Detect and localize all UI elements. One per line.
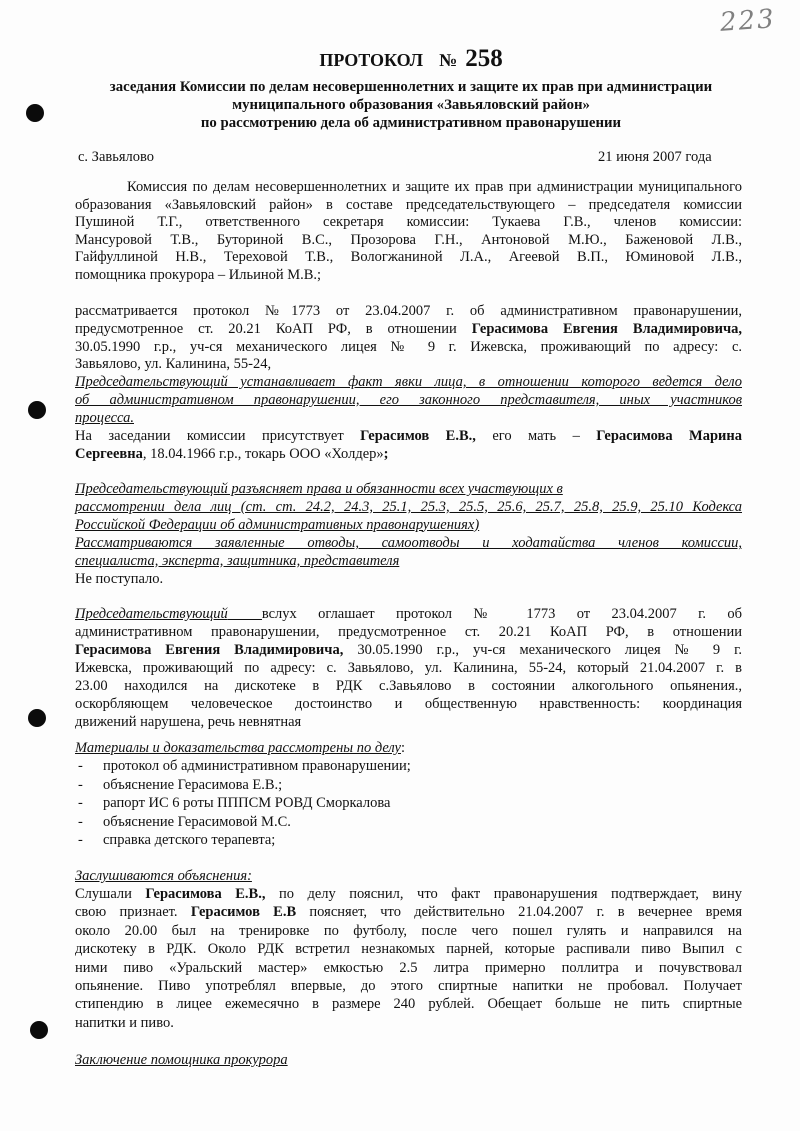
punch-hole (28, 401, 46, 419)
handwritten-page-number: 223 (719, 4, 777, 38)
list-marker: - (78, 832, 83, 849)
place: с. Завьялово (78, 149, 154, 165)
list-item-text: справка детского терапевта; (103, 832, 276, 849)
appearance-line: процесса. (75, 409, 134, 426)
explanation-text: по делу пояснил, что факт правонарушения подтверждает, вину (278, 886, 743, 902)
list-item (75, 794, 742, 813)
case-line (75, 303, 742, 321)
explanation-text: свою признает. (75, 904, 178, 921)
protocol-number: 258 (465, 45, 503, 72)
challenges-line: Рассматриваются заявленные отводы, самоотводы и ходатайства членов комиссии, (75, 535, 742, 551)
presence-text: ; (383, 445, 389, 462)
case-text: Завьялово, ул. Калинина, 55-24, (75, 356, 272, 373)
case-line (75, 356, 742, 374)
explanation-line (75, 885, 742, 903)
reading-text: Ижевска, проживающий по адресу: с. Завьялово, ул. Калинина, 55-24, который 21.04.2007 г. в (75, 660, 742, 676)
protocol-subtitle (61, 78, 761, 132)
list-item-text: объяснение Герасимовой М.С. (103, 813, 291, 830)
person-name: Герасимова Е.В., (145, 886, 266, 902)
case-line (75, 321, 742, 339)
blank-underline (228, 618, 262, 620)
challenges-result: Не поступало. (75, 571, 164, 587)
reading-line (75, 605, 742, 623)
date: 21 июня 2007 года (598, 149, 712, 165)
reading-text: 23.00 находился на дискотеке в РДК с.Завьялово в состоянии алкогольного опьянения., (75, 678, 742, 694)
conclusion-heading-text: Заключение помощника прокурора (75, 1052, 288, 1068)
presence-paragraph (75, 428, 742, 464)
reading-text: вслух оглашает протокол № 1773 от 23.04.2007 г. об (261, 606, 742, 622)
reading-line (75, 695, 742, 713)
number-sign: № (439, 50, 458, 70)
presence-text: его мать – (492, 428, 580, 444)
rights-line: Российской Федерации об административных правонарушениях) (75, 516, 480, 533)
explanation-text: напитки и пиво. (75, 1014, 174, 1031)
composition-line: Комиссия по делам несовершеннолетних и защите их прав при администрации муниципального (127, 179, 742, 195)
case-text: рассматривается протокол №1773 от 23.04.2007 г. об административном правонарушении, (75, 303, 742, 319)
materials-heading-colon: : (400, 740, 406, 756)
subtitle-line: муниципального образования «Завьяловский район» (232, 97, 590, 113)
composition-line: Гайфуллиной Н.В., Тереховой Т.В., Вологжаниной Л.А., Агеевой В.П., Юминовой Л.В., (75, 249, 742, 266)
reading-text: оскорбляющем человеческое достоинство и общественную нравственность: координация (75, 696, 742, 712)
list-item (75, 831, 742, 850)
explanation-text: Слушали (75, 886, 132, 902)
reading-line (75, 623, 742, 641)
composition-line: помощника прокурора – Ильиной М.В.; (75, 266, 322, 283)
materials-list (75, 757, 742, 850)
rights-heading (75, 481, 742, 534)
punch-hole (30, 1021, 48, 1039)
explanation-text: стипендию в лицее ежемесячно в размере 240 рублей. Обещает больше не пить спиртные (75, 996, 742, 1013)
reading-line (75, 713, 742, 731)
reading-text: административном правонарушении, предусмотренное ст. 20.21 КоАП РФ, в отношении (75, 624, 742, 640)
chair-label: Председательствующий (75, 606, 228, 622)
list-marker: - (78, 776, 83, 793)
list-item-text: объяснение Герасимова Е.В.; (103, 776, 283, 793)
challenges-line: специалиста, эксперта, защитника, представителя (75, 552, 400, 569)
explanations-heading-text: Заслушиваются объяснения: (75, 868, 252, 884)
person-name: Герасимов Е.В (190, 904, 297, 921)
composition-line: образования «Завьяловский район» в составе председательствующего – председателя комиссии (75, 196, 742, 213)
explanation-text: около 20.00 был на тренировке по футболу, после чего пошел гулять и направился на (75, 922, 742, 939)
explanation-line (75, 977, 742, 995)
reading-line (75, 641, 742, 659)
conclusion-heading (75, 1051, 742, 1069)
presence-text: На заседании комиссии присутствует (75, 428, 344, 444)
explanation-line (75, 1014, 742, 1032)
list-marker: - (78, 813, 83, 830)
presence-line (75, 446, 742, 464)
explanation-line (75, 959, 742, 977)
rights-line: рассмотрении дела лиц (ст. ст. 24.2, 24.3, 25.1, 25.3, 25.5, 25.6, 25.7, 25.8, 25.9, 25.10 Кодекса (75, 498, 742, 515)
appearance-line: Председательствующий устанавливает факт явки лица, в отношении которого ведется дело (75, 374, 742, 390)
explanations-heading (75, 867, 742, 885)
punch-hole (28, 709, 46, 727)
person-name: Герасимова Евгения Владимировича, (75, 642, 344, 658)
explanation-line (75, 995, 742, 1013)
punch-hole (26, 104, 44, 122)
explanation-line (75, 940, 742, 958)
person-name: Герасимова Евгения Владимировича, (471, 320, 742, 337)
list-marker: - (78, 795, 83, 812)
case-text: предусмотренное ст. 20.21 КоАП РФ, в отношении (75, 320, 457, 337)
explanation-line (75, 922, 742, 940)
reading-paragraph (75, 605, 742, 731)
list-marker: - (78, 758, 83, 774)
reading-text: движений нарушена, речь невнятная (75, 714, 302, 730)
composition-line: Пушиной Т.Г., ответственного секретаря комиссии: Тукаева Г.В., членов комиссии: (75, 214, 742, 231)
explanation-text: опьянение. Пиво употреблял впервые, до этого спиртные напитки не пробовал. Получает (75, 978, 742, 995)
explanation-text: дискотеку в РДК. Около РДК встретил незнакомых парней, которые распивали пиво Выпил с (75, 941, 742, 958)
reading-line (75, 677, 742, 695)
list-item-text: протокол об административном правонарушении; (103, 758, 411, 774)
explanation-line (75, 903, 742, 921)
composition-line: Мансуровой Т.В., Буториной В.С., Прозорова Г.Н., Антоновой М.Ю., Баженовой Л.В., (75, 231, 742, 248)
case-paragraph (75, 303, 742, 374)
appearance-heading (75, 374, 742, 427)
commission-composition (75, 179, 742, 285)
list-item (75, 776, 742, 795)
materials-heading-text: Материалы и доказательства рассмотрены по делу (75, 740, 401, 756)
case-line (75, 339, 742, 357)
explanation-text: поясняет, что действительно 21.04.2007 г. в вечернее время (309, 904, 743, 921)
mother-name: Герасимова Марина (596, 428, 743, 444)
explanations-paragraph (75, 885, 742, 1032)
person-name: Герасимов Е.В., (360, 428, 476, 444)
presence-text: , 18.04.1966 г.р., токарь ООО «Холдер» (142, 445, 384, 462)
protocol-title (61, 44, 761, 74)
presence-line (75, 428, 742, 446)
rights-line: Председательствующий разъясняет права и обязанности всех участвующих в (75, 481, 563, 497)
materials-heading (75, 739, 742, 757)
subtitle-line: по рассмотрению дела об административном правонарушении (200, 115, 622, 131)
list-item (75, 757, 742, 776)
appearance-line: об административном правонарушении, его законного представителя, иных участников (75, 391, 742, 408)
reading-line (75, 659, 742, 677)
title-word: ПРОТОКОЛ (319, 50, 424, 70)
case-text: 30.05.1990 г.р., уч-ся механического лицея № 9 г. Ижевска, проживающий по адресу: с. (75, 338, 742, 355)
list-item-text: рапорт ИС 6 роты ПППСМ РОВД Сморкалова (103, 795, 391, 812)
reading-text: 30.05.1990 г.р., уч-ся механического лицея № 9 г. (357, 642, 743, 658)
challenges-heading (75, 535, 742, 571)
list-item (75, 813, 742, 832)
subtitle-line: заседания Комиссии по делам несовершеннолетних и защите их прав при администрации (109, 79, 713, 95)
explanation-text: ними пиво «Уральский мастер» емкостью 2.5 литра примерно поллитра и почувствовал (75, 959, 742, 976)
mother-name: Сергеевна (75, 445, 143, 462)
